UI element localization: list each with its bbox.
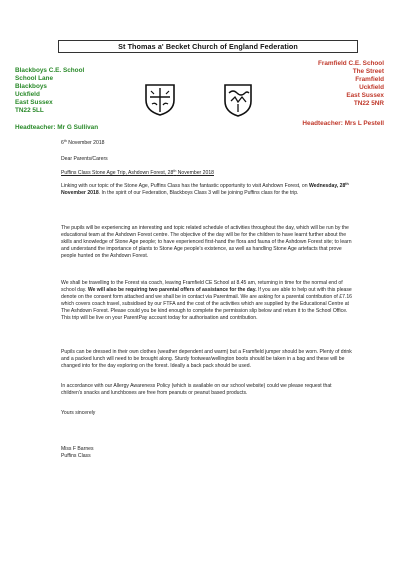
left-headteacher: Headteacher: Mr G Sullivan <box>15 124 99 131</box>
subject-suffix: th <box>173 169 177 173</box>
right-school-address <box>318 60 384 109</box>
paragraph-travel <box>61 280 353 322</box>
subject-end: November 2018 <box>176 170 214 176</box>
p4-text: Pupils can be dressed in their own clothes (weather dependent and warm) but a Framfield jumper should be worn. Plenty of drink and a packed lunch will need to be brought along. Sturdy footwear/wellington boots should be taken in a bag and these will be changed into for the day exploring on the forest. Ideally a back pack should be used. <box>61 349 352 369</box>
trip-date-bold: Wednesday, 28 <box>308 183 346 189</box>
date-rest: November 2018 <box>66 140 105 146</box>
letter-subject <box>61 170 353 177</box>
school-crests <box>143 80 253 118</box>
right-postcode: TN22 5NR <box>353 100 384 108</box>
date-suffix: th <box>63 139 67 143</box>
left-address-line: Blackboys <box>15 83 47 91</box>
p5-text: In accordance with our Allergy Awareness Policy (which is available on our school website) could we please request that children's snacks and lunchboxes are free from peanuts or peanut based products. <box>61 383 332 396</box>
greeting: Dear Parents/Carers <box>61 156 108 162</box>
framfield-crest-icon <box>223 81 253 117</box>
paragraph-clothing <box>61 349 353 370</box>
left-address-line: East Sussex <box>15 99 53 107</box>
right-school-name: Framfield C.E. School <box>317 60 384 67</box>
p3-text-b: If you are able to help out with this please denote on the consent form attached and we shall be in contact via Parentmail. We are asking for a parental contribution of £7.16 which covers coach travel, subsidised by our FTFA and the cost of the activities which are supplied by the Educational Centre at The Ashdown Forest. Please could you be kind enough to complete the permission slip below and return it to the School Office. This trip will be live on your ParentPay account today for authorisation and contribution. <box>61 287 352 321</box>
signatory-name: Miss F Barnes <box>61 446 94 452</box>
left-postcode: TN22 5LL <box>15 107 44 115</box>
trip-date-bold-end: November 2018 <box>61 190 99 196</box>
p1-text-b: . In the spirit of our Federation, Blackboys Class 3 will be joining Puffins class for the trip. <box>98 190 299 196</box>
letter-date <box>61 140 353 147</box>
right-address-line: Framfield <box>355 76 384 84</box>
paragraph-allergy <box>61 383 353 397</box>
right-address-line: Uckfield <box>359 84 384 92</box>
paragraph-intro <box>61 183 353 197</box>
p1-text-a: Linking with our topic of the Stone Age, Puffins Class has the fantastic opportunity to visit Ashdown Forest, on <box>61 183 309 189</box>
federation-title: St Thomas a' Becket Church of England Federation <box>118 42 298 51</box>
subject-main: Puffins Class Stone Age Trip, Ashdown Forest, 28 <box>61 170 174 176</box>
p3-bold: We will also be requiring two parental offers of assistance for the day. <box>87 287 257 293</box>
closing: Yours sincerely <box>61 410 96 416</box>
left-school-address <box>15 67 84 116</box>
blackboys-crest-icon <box>143 82 177 116</box>
p3-text-a: We shall be travelling to the Forest via coach, leaving Framfield CE School at 8.45 am, returning in time for the normal end of school day. <box>61 280 343 293</box>
left-school-name: Blackboys C.E. School <box>15 67 85 74</box>
paragraph-activities <box>61 225 353 260</box>
p2-text: The pupils will be experiencing an interesting and topic related schedule of activities throughout the day, which will be run by the educational team at the Ashdown Forest centre. The objective of the day will be for the children to have learnt further about the skills and knowledge of Stone Age people; to have experienced first-hand the flora and fauna of the Ashdown Forest site; to learn and understand the importance of plants to Stone Age people's existence, as well as handling Stone Age artefacts that prove people hunted on the Ashdown Forest. <box>61 225 352 259</box>
signatory-class: Puffins Class <box>61 453 91 459</box>
right-headteacher: Headteacher: Mrs L Pestell <box>302 120 384 127</box>
left-address-line: School Lane <box>15 75 53 83</box>
trip-date-suffix: th <box>345 182 349 186</box>
left-address-line: Uckfield <box>15 91 40 99</box>
right-address-line: The Street <box>352 68 384 76</box>
right-address-line: East Sussex <box>346 92 384 100</box>
federation-header <box>58 40 358 53</box>
date-day: 6 <box>61 140 64 146</box>
